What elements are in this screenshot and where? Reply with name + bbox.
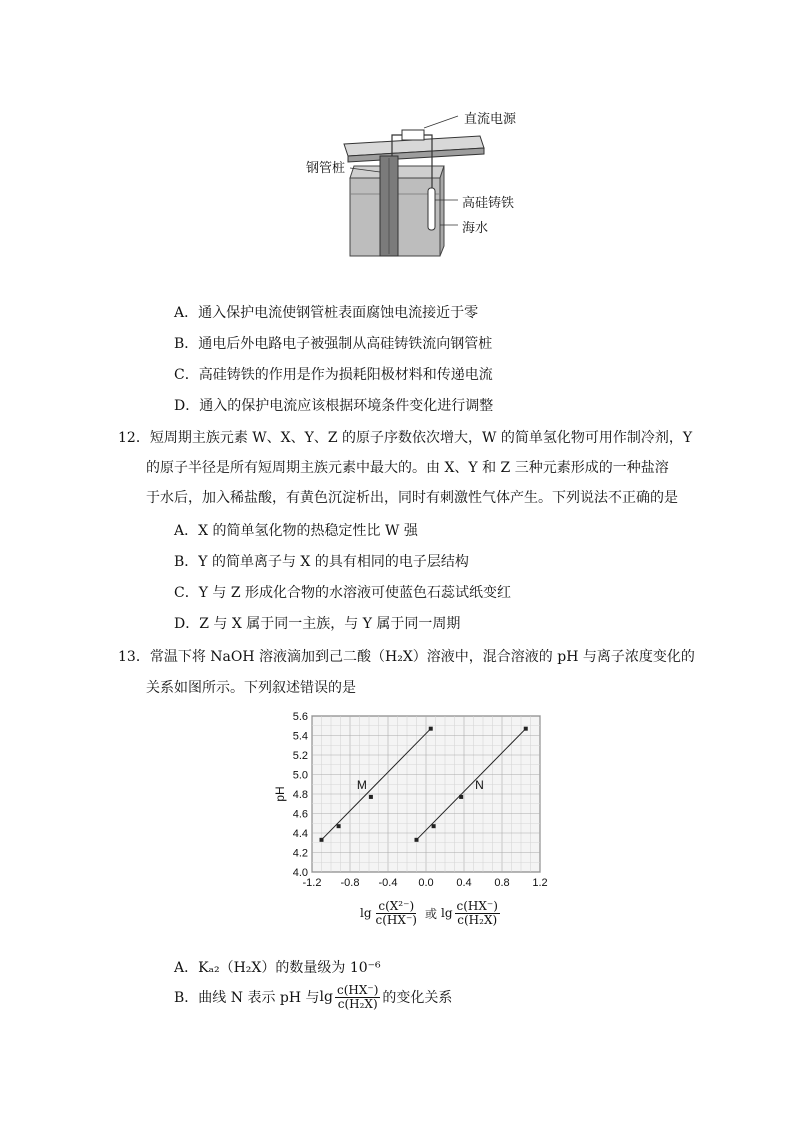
q11-option-b: B．通电后外电路电子被强制从高硅铸铁流向钢管桩 bbox=[174, 336, 493, 352]
q13-option-b-post: 的变化关系 bbox=[382, 990, 453, 1007]
q13-option-b-frac bbox=[335, 984, 380, 1010]
x-axis-frac2 bbox=[455, 900, 500, 926]
y-tick-label: 4.4 bbox=[292, 828, 308, 840]
data-point-M bbox=[429, 727, 433, 731]
x-axis-or: 或 bbox=[424, 906, 437, 921]
ph-chart bbox=[270, 708, 560, 898]
q12-stem-line1: 12．短周期主族元素 W、X、Y、Z 的原子序数依次增大，W 的简单氢化物可用作制冷剂，Y bbox=[118, 430, 693, 446]
q11-option-a: A．通入保护电流使钢管桩表面腐蚀电流接近于零 bbox=[174, 305, 479, 321]
q11-option-d: D．通入的保护电流应该根据环境条件变化进行调整 bbox=[174, 398, 494, 414]
x-axis-den1: c(HX⁻) bbox=[375, 912, 417, 927]
label-steel-pile: 钢管桩 bbox=[306, 161, 346, 176]
ph-chart-svg bbox=[270, 708, 560, 898]
q13-stem-line2: 关系如图所示。下列叙述错误的是 bbox=[146, 680, 356, 696]
q13-option-b-den: c(H₂X) bbox=[337, 996, 378, 1011]
q12-stem-line2: 的原子半径是所有短周期主族元素中最大的。由 X、Y 和 Z 三种元素形成的一种盐溶 bbox=[146, 460, 669, 476]
y-tick-label: 5.0 bbox=[292, 769, 308, 782]
data-point-N bbox=[432, 824, 436, 828]
y-tick-label: 4.0 bbox=[292, 867, 308, 879]
data-point-N bbox=[415, 838, 419, 842]
label-silicon-iron: 高硅铸铁 bbox=[462, 196, 515, 211]
y-tick-label: 4.8 bbox=[292, 789, 308, 801]
q13-option-b-num: c(HX⁻) bbox=[336, 983, 379, 997]
x-axis-den2: c(H₂X) bbox=[457, 912, 498, 927]
x-tick-label: 0.4 bbox=[456, 877, 472, 889]
y-tick-label: 4.2 bbox=[292, 847, 308, 860]
q13-option-a: A．Kₐ₂（H₂X）的数量级为 10⁻⁶ bbox=[174, 960, 381, 976]
x-tick-label: 0.8 bbox=[494, 877, 510, 889]
q12-option-b: B．Y 的简单离子与 X 的具有相同的电子层结构 bbox=[174, 554, 469, 570]
q13-option-b-pre: B．曲线 N 表示 pH 与 bbox=[174, 990, 320, 1007]
data-point-M bbox=[337, 824, 341, 828]
x-axis-label bbox=[360, 900, 502, 926]
y-tick-label: 4.6 bbox=[292, 808, 308, 821]
series-label-N: N bbox=[475, 777, 484, 792]
x-tick-label: -0.8 bbox=[340, 877, 360, 889]
data-point-N bbox=[524, 727, 528, 731]
x-axis-frac1 bbox=[374, 900, 419, 926]
label-power-source: 直流电源 bbox=[464, 112, 517, 127]
x-axis-lg1: lg bbox=[360, 906, 372, 921]
x-tick-label: 1.2 bbox=[532, 877, 548, 889]
x-tick-label: 0.0 bbox=[418, 877, 434, 889]
y-axis-label: pH bbox=[273, 786, 287, 802]
x-axis-num1: c(X²⁻) bbox=[378, 899, 415, 913]
q12-option-d: D．Z 与 X 属于同一主族，与 Y 属于同一周期 bbox=[174, 616, 461, 632]
x-axis-lg2: lg bbox=[440, 906, 453, 921]
x-axis-num2: c(HX⁻) bbox=[456, 899, 498, 913]
q13-option-b-lg: lg bbox=[319, 989, 333, 1006]
q11-option-c: C．高硅铸铁的作用是作为损耗阳极材料和传递电流 bbox=[174, 367, 493, 383]
y-tick-label: 5.2 bbox=[292, 750, 308, 762]
q13-stem-line1: 13．常温下将 NaOH 溶液滴加到己二酸（H₂X）溶液中，混合溶液的 pH 与离子浓度变化的 bbox=[118, 649, 695, 665]
y-tick-label: 5.6 bbox=[292, 711, 308, 723]
electrolysis-diagram bbox=[298, 106, 538, 272]
data-point-M bbox=[369, 795, 373, 799]
electrolysis-figure bbox=[298, 106, 538, 272]
data-point-N bbox=[459, 795, 463, 799]
q12-stem-line3: 于水后，加入稀盐酸，有黄色沉淀析出，同时有刺激性气体产生。下列说法不正确的是 bbox=[146, 490, 678, 506]
q12-option-a: A．X 的简单氢化物的热稳定性比 W 强 bbox=[174, 523, 418, 539]
x-tick-label: -1.2 bbox=[302, 877, 322, 889]
q13-option-b bbox=[174, 984, 452, 1010]
label-seawater: 海水 bbox=[462, 221, 489, 236]
data-point-M bbox=[320, 838, 324, 842]
q12-option-c: C．Y 与 Z 形成化合物的水溶液可使蓝色石蕊试纸变红 bbox=[174, 585, 512, 601]
series-label-M: M bbox=[356, 777, 367, 792]
x-tick-label: -0.4 bbox=[378, 877, 398, 889]
y-tick-label: 5.4 bbox=[292, 730, 308, 743]
